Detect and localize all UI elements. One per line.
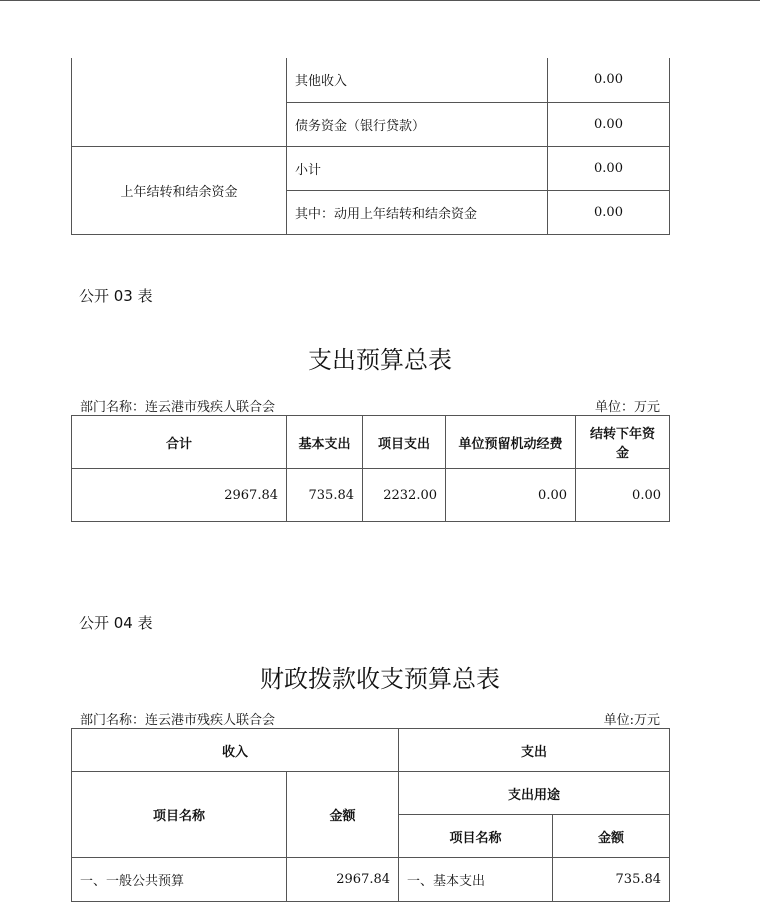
table-row	[72, 146, 670, 190]
item-cell: 债务资金（银行贷款）	[287, 102, 548, 146]
col-header-project: 项目支出	[363, 416, 446, 469]
unit-label: 单位:万元	[603, 713, 660, 728]
table-row	[72, 858, 670, 902]
page-top-border	[0, 0, 760, 1]
table-label-04: 公开 04 表	[79, 614, 153, 632]
col-header-basic: 基本支出	[287, 416, 363, 469]
table-row	[72, 469, 670, 522]
income-table-continued	[71, 58, 670, 235]
col-header-carryover: 结转下年资金	[576, 416, 670, 469]
expense-amount-cell: 735.84	[553, 858, 670, 902]
expense-use-header: 支出用途	[399, 772, 670, 815]
header-row	[72, 416, 670, 469]
amount-cell: 0.00	[548, 146, 670, 190]
expense-header: 支出	[399, 729, 670, 772]
item-cell: 其中：动用上年结转和结余资金	[287, 190, 548, 234]
item-cell: 其他收入	[287, 58, 548, 102]
amount-cell: 0.00	[548, 102, 670, 146]
col-header-reserve: 单位预留机动经费	[446, 416, 576, 469]
income-header: 收入	[72, 729, 399, 772]
header-row	[72, 772, 670, 815]
income-item-name-header: 项目名称	[72, 772, 287, 858]
table-label-03: 公开 03 表	[79, 287, 153, 305]
expense-item-name-header: 项目名称	[399, 815, 553, 858]
value-reserve: 0.00	[446, 469, 576, 522]
value-basic: 735.84	[287, 469, 363, 522]
income-amount-cell: 2967.84	[287, 858, 399, 902]
department-name: 部门名称：连云港市残疾人联合会	[80, 713, 276, 728]
income-amount-header: 金额	[287, 772, 399, 858]
income-item-cell: 一、一般公共预算	[72, 858, 287, 902]
value-total: 2967.84	[72, 469, 287, 522]
header-row	[72, 729, 670, 772]
empty-group-cell	[72, 58, 287, 146]
col-header-total: 合计	[72, 416, 287, 469]
fiscal-appropriation-table	[71, 728, 670, 902]
table-title-04: 财政拨款收支预算总表	[260, 665, 500, 693]
unit-label: 单位：万元	[594, 400, 660, 415]
group-cell: 上年结转和结余资金	[72, 146, 287, 234]
table-title-03: 支出预算总表	[308, 346, 452, 374]
expense-amount-header: 金额	[553, 815, 670, 858]
amount-cell: 0.00	[548, 190, 670, 234]
expense-summary-table	[71, 415, 670, 522]
item-cell: 小计	[287, 146, 548, 190]
value-carryover: 0.00	[576, 469, 670, 522]
department-name: 部门名称：连云港市残疾人联合会	[80, 400, 276, 415]
value-project: 2232.00	[363, 469, 446, 522]
amount-cell: 0.00	[548, 58, 670, 102]
table-row	[72, 58, 670, 102]
expense-item-cell: 一、基本支出	[399, 858, 553, 902]
